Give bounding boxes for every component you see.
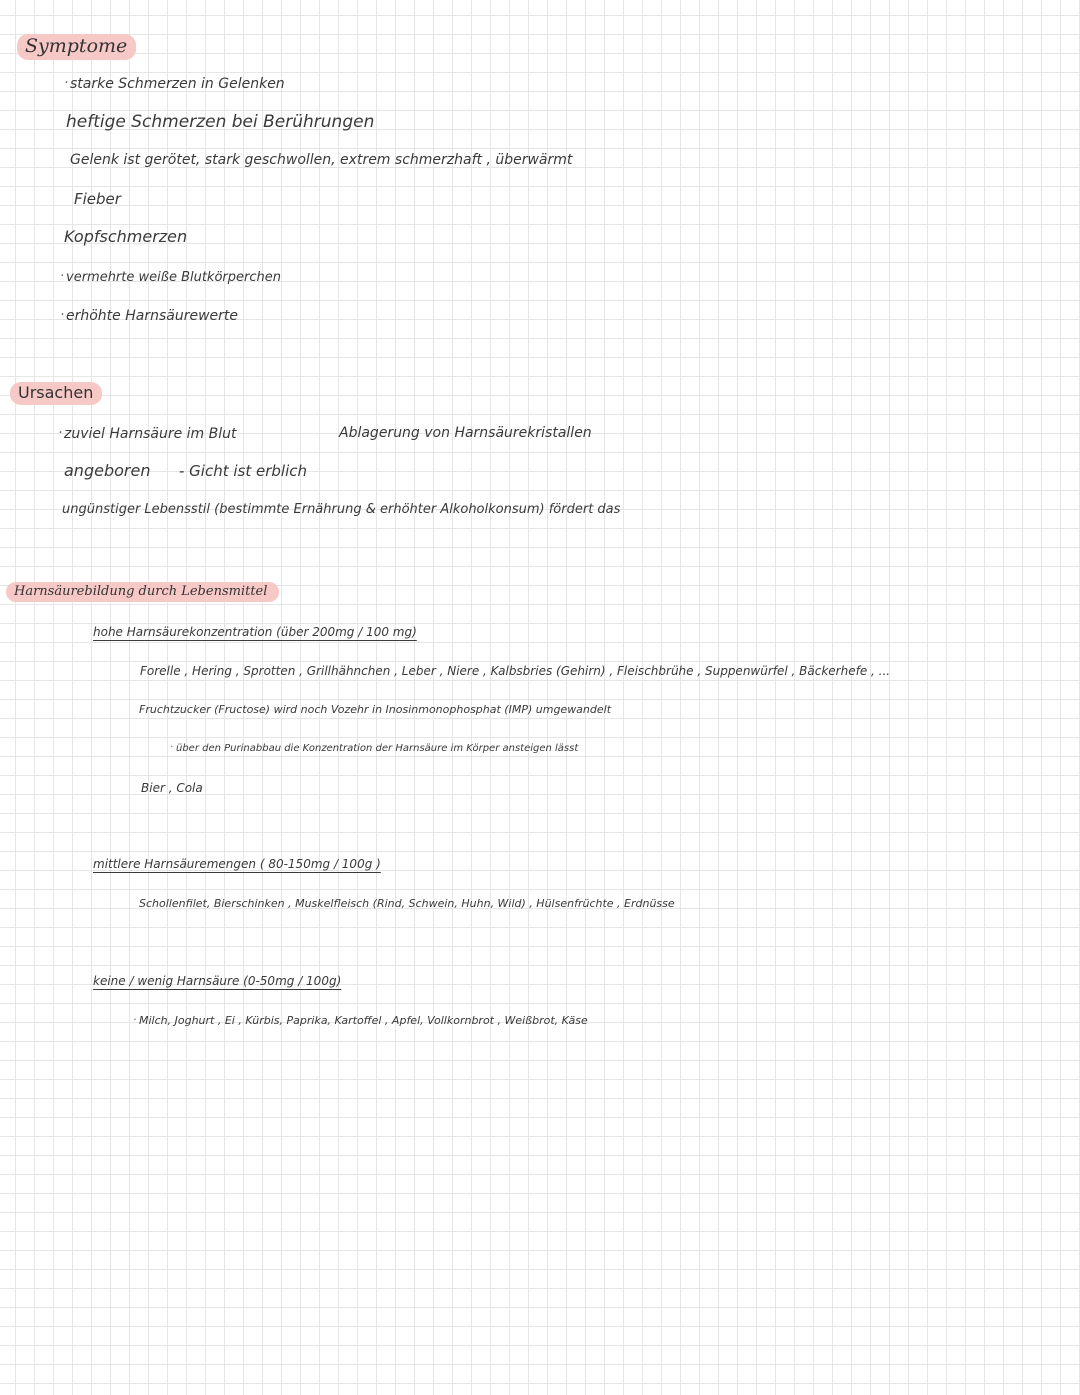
cause-item: angeboren [64,461,151,480]
symptom-item: Fieber [74,190,121,208]
food-item: Bier , Cola [141,781,203,795]
symptom-item: · vermehrte weiße Blutkörperchen [66,271,281,284]
symptom-item: · starke Schmerzen in Gelenken [70,77,285,91]
category-high: hohe Harnsäurekonzentration (über 200mg / 100 mg) [93,625,417,639]
category-low: keine / wenig Harnsäure (0-50mg / 100g) [93,974,342,988]
cause-item: ungünstiger Lebensstil (bestimmte Ernährung & erhöhter Alkoholkonsum) fördert das [62,502,621,517]
cause-item: - Gicht ist erblich [179,462,308,480]
cause-item: Ablagerung von Harnsäurekristallen [339,425,592,441]
symptom-item: Kopfschmerzen [64,227,188,246]
symptom-item: heftige Schmerzen bei Berührungen [66,112,375,132]
section-heading-ursachen: Ursachen [10,382,102,405]
symptom-item: · erhöhte Harnsäurewerte [66,309,238,323]
food-item: · über den Purinabbau die Konzentration der Harnsäure im Körper ansteigen lässt [176,744,578,754]
food-item: Forelle , Hering , Sprotten , Grillhähnchen , Leber , Niere , Kalbsbries (Gehirn) , Fleischbrühe , Suppenwürfel , Bäckerhefe , ... [140,664,891,678]
food-item: · Milch, Joghurt , Ei , Kürbis, Paprika, Kartoffel , Apfel, Vollkornbrot , Weißbrot, Käse [139,1015,588,1026]
section-heading-harnsaeurebildung: Harnsäurebildung durch Lebensmittel [6,582,279,602]
food-item: Schollenfilet, Bierschinken , Muskelfleisch (Rind, Schwein, Huhn, Wild) , Hülsenfrüchte , Erdnüsse [139,897,675,910]
cause-item: · zuviel Harnsäure im Blut [64,427,236,441]
section-heading-symptome: Symptome [17,34,136,60]
category-medium: mittlere Harnsäuremengen ( 80-150mg / 100g ) [93,857,381,871]
symptom-item: Gelenk ist gerötet, stark geschwollen, extrem schmerzhaft , überwärmt [70,152,573,168]
food-item: Fruchtzucker (Fructose) wird noch Vozehr in Inosinmonophosphat (IMP) umgewandelt [139,703,612,716]
